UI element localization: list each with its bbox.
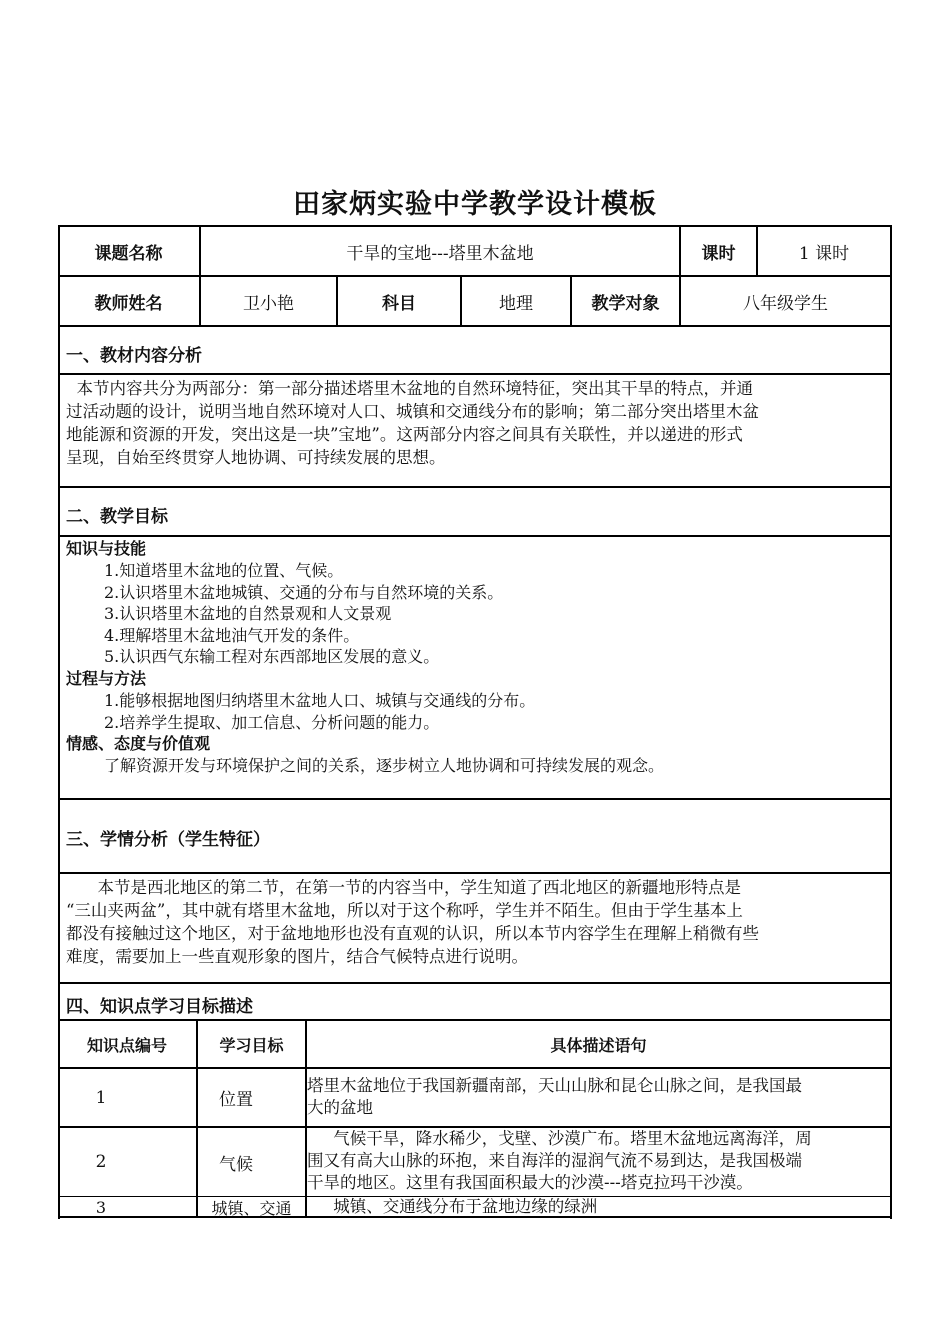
section3-line: 都没有接触过这个地区，对于盆地地形也没有直观的认识，所以本节内容学生在理解上稍微有些 <box>66 924 759 943</box>
process-item: 2.培养学生提取、加工信息、分析问题的能力。 <box>104 712 440 732</box>
knowledge-item: 4.理解塔里木盆地油气开发的条件。 <box>104 625 360 645</box>
row-divider <box>58 486 892 488</box>
hours-label: 课时 <box>701 243 736 264</box>
objectives-block <box>66 538 886 777</box>
knowledge-item: 5.认识西气东输工程对东西部地区发展的意义。 <box>104 647 440 667</box>
section1-heading: 一、教材内容分析 <box>66 346 202 366</box>
column-header-description: 具体描述语句 <box>550 1035 647 1055</box>
description-line: 气候干旱，降水稀少，戈壁、沙漠广布。塔里木盆地远离海洋，周 <box>307 1129 812 1148</box>
section1-line: 呈现，自始至终贯穿人地协调、可持续发展的思想。 <box>66 448 446 467</box>
table-row-description <box>307 1075 890 1119</box>
knowledge-item: 2.认识塔里木盆地城镇、交通的分布与自然环境的关系。 <box>104 582 504 602</box>
hours-value: 1 课时 <box>798 243 850 264</box>
description-line: 干旱的地区。这里有我国面积最大的沙漠---塔克拉玛干沙漠。 <box>307 1173 753 1192</box>
knowledge-item: 1.知道塔里木盆地的位置、气候。 <box>104 561 344 580</box>
table-row-goal: 气候 <box>219 1154 253 1175</box>
section1-text <box>66 377 886 469</box>
table-row-number: 2 <box>95 1152 107 1172</box>
table-row-number: 3 <box>95 1197 107 1217</box>
description-line: 围又有高大山脉的环抱，来自海洋的湿润气流不易到达，是我国极端 <box>307 1151 802 1170</box>
process-title: 过程与方法 <box>66 668 147 688</box>
audience-value: 八年级学生 <box>743 293 828 314</box>
emotion-title: 情感、态度与价值观 <box>66 734 211 754</box>
topic-label: 课题名称 <box>94 243 163 264</box>
topic-value: 干旱的宝地---塔里木盆地 <box>346 243 534 264</box>
row-divider <box>58 325 892 327</box>
section3-heading: 三、学情分析（学生特征） <box>66 830 270 850</box>
teacher-value: 卫小艳 <box>243 293 294 314</box>
row-divider <box>58 373 892 375</box>
section2-heading: 二、教学目标 <box>66 507 168 527</box>
table-row-description: 城镇、交通线分布于盆地边缘的绿洲 <box>307 1197 598 1216</box>
row-divider <box>58 982 892 984</box>
section3-text <box>66 876 886 968</box>
section4-heading: 四、知识点学习目标描述 <box>66 997 253 1017</box>
row-divider <box>58 535 892 537</box>
teacher-label: 教师姓名 <box>94 293 163 314</box>
section3-line: “三山夹两盆”，其中就有塔里木盆地，所以对于这个称呼，学生并不陌生。但由于学生基本上 <box>66 901 743 920</box>
subject-value: 地理 <box>499 293 533 314</box>
emotion-text: 了解资源开发与环境保护之间的关系，逐步树立人地协调和可持续发展的观念。 <box>104 756 665 776</box>
process-item: 1.能够根据地图归纳塔里木盆地人口、城镇与交通线的分布。 <box>104 690 536 710</box>
table-row-description <box>307 1128 890 1194</box>
page-title: 田家炳实验中学教学设计模板 <box>293 189 657 220</box>
section3-line: 难度，需要加上一些直观形象的图片，结合气候特点进行说明。 <box>66 947 528 966</box>
column-header-number: 知识点编号 <box>86 1035 167 1055</box>
row-divider <box>58 798 892 800</box>
table-row-goal: 城镇、交通 <box>211 1198 292 1218</box>
description-line: 塔里木盆地位于我国新疆南部，天山山脉和昆仑山脉之间，是我国最 <box>307 1076 802 1095</box>
knowledge-title: 知识与技能 <box>66 539 147 558</box>
column-header-goal: 学习目标 <box>219 1035 284 1055</box>
row-divider <box>58 1067 892 1069</box>
section1-line: 地能源和资源的开发，突出这是一块”宝地”。这两部分内容之间具有关联性，并以递进的形式 <box>66 425 743 444</box>
row-divider <box>58 872 892 874</box>
audience-label: 教学对象 <box>591 293 660 314</box>
knowledge-item: 3.认识塔里木盆地的自然景观和人文景观 <box>104 604 392 624</box>
section1-line: 过活动题的设计，说明当地自然环境对人口、城镇和交通线分布的影响；第二部分突出塔里木盆 <box>66 402 759 421</box>
section1-line: 本节内容共分为两部分：第一部分描述塔里木盆地的自然环境特征，突出其干旱的特点，并通 <box>66 379 753 398</box>
table-row-number: 1 <box>95 1087 107 1108</box>
section3-line: 本节是西北地区的第二节，在第一节的内容当中，学生知道了西北地区的新疆地形特点是 <box>66 878 741 897</box>
subject-label: 科目 <box>382 293 416 314</box>
description-line: 大的盆地 <box>307 1098 373 1117</box>
table-row-goal: 位置 <box>219 1090 253 1110</box>
